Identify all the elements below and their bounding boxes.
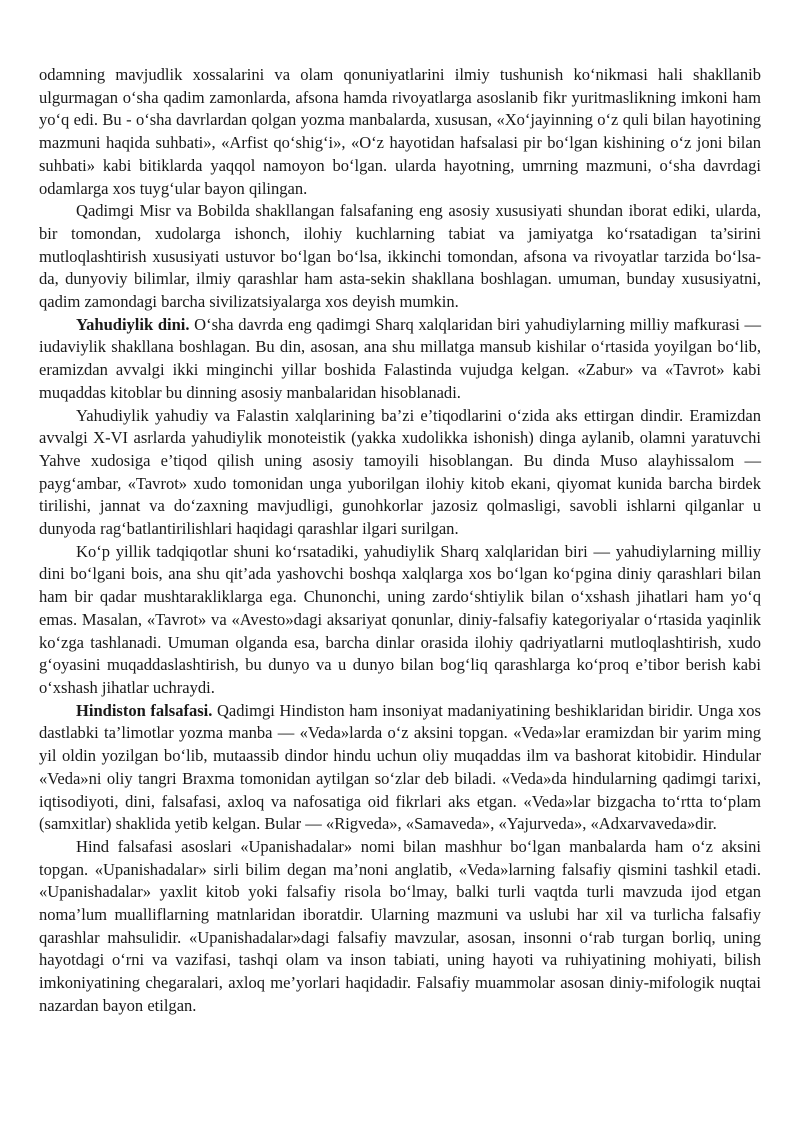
section-heading-judaism: Yahudiylik dini. <box>76 314 190 334</box>
paragraph-text: Hind falsafasi asoslari «Upanishadalar» nomi bilan mashhur bo‘lgan manbalarda ham o‘z aksini topgan. «Upanishadalar» sirli bilim degan ma’noni anglatib, «Veda»larning falsafiy qismini tashkil etadi. «Upanishadalar» yaxlit kitob yoki falsafiy risola bo‘lmay, balki turli vaqtda turli mavzuda ijod etgan noma’lum mualliflarning matnlaridan iboratdir. Ularning mazmuni va uslubi har xil va turlicha falsafiy qarashlar mahsulidir. «Upanishadalar»dagi falsafiy mavzular, asosan, insonni o‘rab turgan borliq, uning hayotdagi o‘rni va vazifasi, tashqi olam va inson tabiati, uning hayoti va ruhiyatining mohiyati, bilish imkoniyatining chegaralari, axloq me’yorlari haqidadir. Falsafiy muammolar asosan diniy-mifologik nuqtai nazardan bayon etilgan. <box>39 836 761 1015</box>
section-heading-india: Hindiston falsafasi. <box>76 700 213 720</box>
paragraph-egypt-babylon <box>39 200 761 314</box>
paragraph-upanishads <box>39 836 761 1018</box>
paragraph-text: Yahudiylik yahudiy va Falastin xalqlarining ba’zi e’tiqodlarini o‘zida aks ettirgan dindir. Eramizdan avvalgi X-VI asrlarda yahudiylik monoteistik (yakka xudolikka ishonish) dinga aylanib, olamni yaratuvchi Yahve xudosiga e’tiqod qilish uning asosiy tamoyili hisoblangan. Bu dinda Muso alayhissalom — payg‘ambar, «Tavrot» xudo tomonidan unga yuborilgan ilohiy kitob ekani, qiyomat kunida barcha birdek tirilishi, jannat va do‘zaxning mavjudligi, gunohkorlar jazosiz qolmasligi, savobli ishlarni qilganlar u dunyoda rag‘batlantirilishlari haqidagi qarashlar ilgari surilgan. <box>39 405 761 539</box>
paragraph-judaism-comparison <box>39 541 761 700</box>
paragraph-text: O‘sha davrda eng qadimgi Sharq xalqlaridan biri yahudiylarning milliy mafkurasi — iudaviylik shakllana boshlagan. Bu din, asosan, ana shu millatga mansub kishilar o‘rtasida yoyilgan bo‘lib, eramizdan avvalgi ikki minginchi yillar boshida Falastinda vujudga kelgan. «Zabur» va «Tavrot» kabi muqaddas kitoblar bu dinning asosiy manbalaridan hisoblanadi. <box>39 314 762 402</box>
paragraph-intro-continuation <box>39 64 761 200</box>
paragraph-text: Qadimgi Misr va Bobilda shakllangan falsafaning eng asosiy xususiyati shundan iborat ediki, ularda, bir tomondan, xudolarga ishonch, ilohiy kuchlarning tabiat va jamiyatga ko‘rsatadigan ta’sirini mutloqlashtirish xususiyati ustuvor bo‘lgan bo‘lsa, ikkinchi tomondan, afsona va rivoyatlar tarzida bo‘lsa-da, dunyoviy bilimlar, ilmiy qarashlar ham asta-sekin shakllana boshlagan. umuman, bunday xususiyatni, qadim zamondagi barcha sivilizatsiyalarga xos deyish mumkin. <box>39 201 761 312</box>
paragraph-india-heading <box>39 700 761 836</box>
paragraph-text: Qadimgi Hindiston ham insoniyat madaniyatining beshiklaridan biridir. Unga xos dastlabki ta’limotlar yozma manba — «Veda»larda o‘z aksini topgan. «Veda»lar eramizdan bir yarim ming yil oldin yozilgan bo‘lib, mutaassib dindor hindu uchun oliy muqaddas ilm va bashorat kitobidir. Hindular «Veda»ni oliy tangri Braxma tomonidan aytilgan so‘zlar deb biladi. «Veda»da hindularning qadimgi tarixi, iqtisodiyoti, dini, falsafasi, axloq va nafosatiga oid fikrlari aks etgan. «Veda»lar bizgacha to‘rtta to‘plam (samxitlar) shaklida yetib kelgan. Bular — «Rigveda», «Samaveda», «Yajurveda», «Adxarvaveda»dir. <box>39 700 761 834</box>
paragraph-judaism-heading <box>39 314 761 405</box>
paragraph-text: odamning mavjudlik xossalarini va olam qonuniyatlarini ilmiy tushunish ko‘nikmasi hali shakllanib ulgurmagan o‘sha qadim zamonlarda, afsona hamda rivoyatlarga asoslanib fikr yuritmaslikning imkoni ham yo‘q edi. Bu - o‘sha davrlardan qolgan yozma manbalarda, xususan, «Xo‘jayinning o‘z quli bilan hayotining mazmuni haqida suhbati», «Arfist qo‘shig‘i», «O‘z hayotidan hafsalasi pir bo‘lgan kishining o‘z joni bilan suhbati» kabi bitiklarda yaqqol namoyon bo‘lgan. ularda hayotning, umrning mazmuni, o‘sha davrdagi odamlarga xos tuyg‘ular bayon qilingan. <box>39 65 761 198</box>
paragraph-judaism-beliefs <box>39 405 761 541</box>
paragraph-text: Ko‘p yillik tadqiqotlar shuni ko‘rsatadiki, yahudiylik Sharq xalqlaridan biri — yahudiylarning milliy dini bo‘lgani bois, ana shu qit’ada yashovchi boshqa xalqlarga xos bo‘lgan ko‘pgina diniy qarashlari bilan ham bir qadar mushtarakliklarga ega. Chunonchi, uning zardo‘shtiylik bilan o‘xshash jihatlari ham yo‘q emas. Masalan, «Tavrot» va «Avesto»dagi aksariyat qonunlar, diniy-falsafiy kategoriyalar o‘rtasida yaqinlik ko‘zga tashlanadi. Umuman olganda esa, barcha dinlar orasida ilohiy qadriyatlarni mutloqlashtirish, xudo g‘oyasini muqaddaslashtirish, bu dunyo va u dunyo bilan bog‘liq qarashlarga ko‘proq e’tibor berish kabi o‘xshash jihatlar uchraydi. <box>39 541 761 697</box>
